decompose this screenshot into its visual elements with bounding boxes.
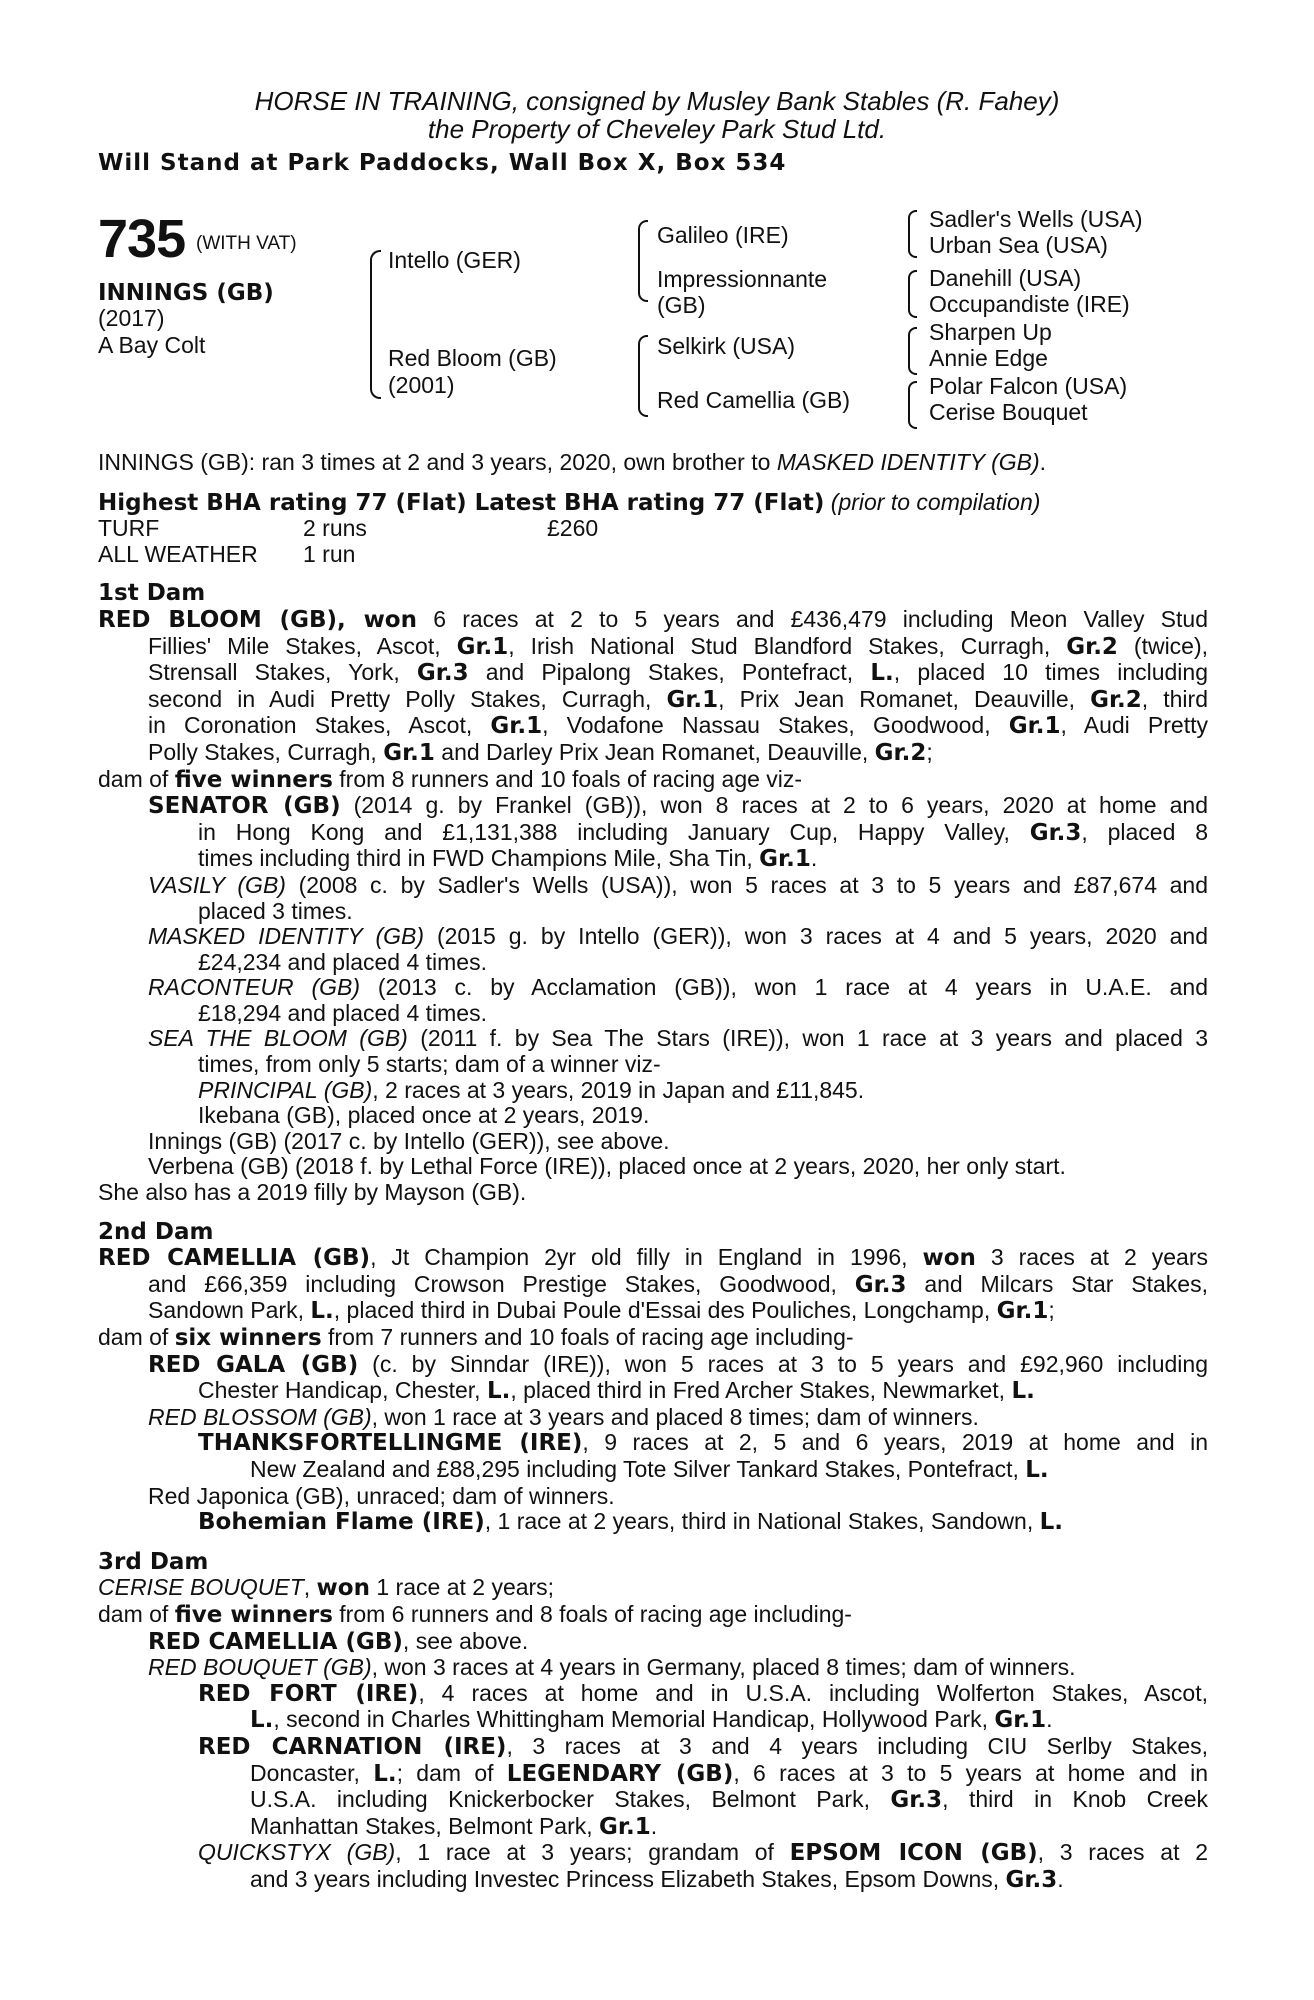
pedigree-dam-sire: Selkirk (USA)	[657, 333, 796, 359]
produce-entry: L., second in Charles Whittingham Memorial Handicap, Hollywood Park, Gr.1.	[250, 1706, 1053, 1734]
dam2-line: and £66,359 including Crowson Prestige Stakes, Goodwood, Gr.3 and Milcars Star Stakes,	[148, 1270, 1208, 1298]
rating-line: Highest BHA rating 77 (Flat) Latest BHA rating 77 (Flat) (prior to compilation)	[98, 488, 1041, 516]
header-consignor: HORSE IN TRAINING, consigned by Musley Bank Stables (R. Fahey)	[254, 86, 1060, 116]
dam3-line: CERISE BOUQUET, won 1 race at 2 years;	[98, 1574, 555, 1602]
bracket-g1	[908, 210, 917, 258]
header-location: Will Stand at Park Paddocks, Wall Box X, Box 534	[98, 150, 787, 176]
produce-entry: RED FORT (IRE), 4 races at home and in U.S.A. including Wolferton Stakes, Ascot,	[198, 1679, 1208, 1707]
produce-entry: THANKSFORTELLINGME (IRE), 9 races at 2, 5 and 6 years, 2019 at home and in	[198, 1429, 1208, 1457]
produce-entry: RACONTEUR (GB) (2013 c. by Acclamation (GB)), won 1 race at 4 years in U.A.E. and	[148, 974, 1208, 1001]
race-summary: INNINGS (GB): ran 3 times at 2 and 3 years, 2020, own brother to MASKED IDENTITY (GB).	[98, 449, 1047, 475]
produce-entry: MASKED IDENTITY (GB) (2015 g. by Intello (GER)), won 3 races at 4 and 5 years, 2020 and	[148, 923, 1208, 950]
second-dam-heading: 2nd Dam	[98, 1218, 214, 1245]
produce-entry: RED BLOSSOM (GB), won 1 race at 3 years and placed 8 times; dam of winners.	[148, 1403, 979, 1430]
produce-entry: £24,234 and placed 4 times.	[198, 948, 487, 975]
pedigree-sdd: Occupandiste (IRE)	[929, 291, 1130, 317]
produce-entry: QUICKSTYX (GB), 1 race at 3 years; grandam of EPSOM ICON (GB), 3 races at 2	[198, 1839, 1208, 1867]
lot-number: 735	[98, 209, 186, 269]
pedigree-dam-dam: Red Camellia (GB)	[657, 387, 850, 413]
horse-name: INNINGS (GB)	[98, 280, 274, 306]
horse-year: (2017)	[98, 305, 165, 331]
pedigree-ddd: Cerise Bouquet	[929, 399, 1088, 425]
dam3-produce-intro: dam of five winners from 6 runners and 8 foals of racing age including-	[98, 1600, 852, 1628]
sire-dam-bracket	[370, 250, 381, 399]
produce-entry: She also has a 2019 filly by Mayson (GB).	[98, 1179, 527, 1206]
produce-entry: £18,294 and placed 4 times.	[198, 999, 487, 1026]
produce-entry: RED BOUQUET (GB), won 3 races at 4 years in Germany, placed 8 times; dam of winners.	[148, 1654, 1076, 1681]
catalogue-body	[98, 450, 1208, 1893]
produce-entry: VASILY (GB) (2008 c. by Sadler's Wells (USA)), won 5 races at 3 to 5 years and £87,674 and	[148, 871, 1208, 898]
dam2-produce-intro: dam of six winners from 7 runners and 10 foals of racing age including-	[98, 1324, 854, 1351]
produce-entry: Innings (GB) (2017 c. by Intello (GER)), see above.	[148, 1127, 670, 1154]
third-dam-heading: 3rd Dam	[98, 1548, 209, 1575]
produce-entry: Chester Handicap, Chester, L., placed third in Fred Archer Stakes, Newmarket, L.	[198, 1377, 1035, 1405]
dam1-line: in Coronation Stakes, Ascot, Gr.1, Vodafone Nassau Stakes, Goodwood, Gr.1, Audi Pretty	[148, 712, 1209, 740]
produce-entry: times, from only 5 starts; dam of a winner viz-	[198, 1051, 661, 1078]
bracket-g2	[908, 270, 917, 318]
bracket-g3	[908, 327, 917, 375]
pedigree-dds: Polar Falcon (USA)	[929, 373, 1128, 399]
sire-parents-bracket	[638, 220, 648, 302]
pedigree-dam-year: (2001)	[388, 372, 455, 398]
produce-entry: and 3 years including Investec Princess Elizabeth Stakes, Epsom Downs, Gr.3.	[250, 1865, 1064, 1893]
produce-entry: Verbena (GB) (2018 f. by Lethal Force (IRE)), placed once at 2 years, 2020, her only start.	[148, 1153, 1066, 1180]
pedigree-sire-sire: Galileo (IRE)	[657, 222, 789, 248]
produce-entry: RED GALA (GB) (c. by Sinndar (IRE)), won 5 races at 3 to 5 years and £92,960 including	[148, 1350, 1208, 1378]
dam1-line: Polly Stakes, Curragh, Gr.1 and Darley Prix Jean Romanet, Deauville, Gr.2;	[148, 738, 933, 766]
pedigree-dss: Sharpen Up	[929, 319, 1052, 345]
all-weather-record: ALL WEATHER 1 run	[98, 540, 356, 567]
produce-entry: RED CARNATION (IRE), 3 races at 3 and 4 years including CIU Serlby Stakes,	[198, 1732, 1209, 1760]
pedigree-sire-dam-country: (GB)	[657, 292, 706, 318]
produce-entry: Doncaster, L.; dam of LEGENDARY (GB), 6 races at 3 to 5 years at home and in	[250, 1759, 1209, 1787]
dam1-line: RED BLOOM (GB), won 6 races at 2 to 5 years and £436,479 including Meon Valley Stud	[98, 605, 1208, 633]
bracket-g4	[908, 381, 917, 429]
dam1-produce-intro: dam of five winners from 8 runners and 10 foals of racing age viz-	[98, 765, 803, 793]
vat-note: (WITH VAT)	[196, 233, 297, 254]
pedigree-sds: Danehill (USA)	[929, 265, 1082, 291]
produce-entry: RED CAMELLIA (GB), see above.	[148, 1627, 529, 1655]
dam1-line: Fillies' Mile Stakes, Ascot, Gr.1, Irish National Stud Blandford Stakes, Curragh, Gr.2 (twice),	[148, 632, 1209, 660]
dam-parents-bracket	[638, 335, 648, 417]
pedigree-ssd: Urban Sea (USA)	[929, 232, 1108, 258]
pedigree-dsd: Annie Edge	[929, 345, 1048, 371]
produce-entry: New Zealand and £88,295 including Tote Silver Tankard Stakes, Pontefract, L.	[250, 1455, 1049, 1483]
produce-entry: Bohemian Flame (IRE), 1 race at 2 years, third in National Stakes, Sandown, L.	[198, 1508, 1064, 1536]
header-property: the Property of Cheveley Park Stud Ltd.	[427, 114, 887, 144]
produce-entry: SEA THE BLOOM (GB) (2011 f. by Sea The Stars (IRE)), won 1 race at 3 years and placed 3	[148, 1025, 1208, 1052]
produce-entry: PRINCIPAL (GB), 2 races at 3 years, 2019 in Japan and £11,845.	[198, 1076, 865, 1103]
produce-entry: times including third in FWD Champions Mile, Sha Tin, Gr.1.	[198, 845, 818, 873]
dam2-line: Sandown Park, L., placed third in Dubai Poule d'Essai des Pouliches, Longchamp, Gr.1;	[148, 1297, 1055, 1325]
produce-entry: Ikebana (GB), placed once at 2 years, 2019.	[198, 1102, 650, 1129]
turf-record: TURF 2 runs £260	[98, 515, 599, 542]
pedigree-sire-dam: Impressionnante	[657, 266, 828, 292]
dam1-line: second in Audi Pretty Polly Stakes, Curragh, Gr.1, Prix Jean Romanet, Deauville, Gr.2, third	[148, 685, 1208, 713]
dam2-line: RED CAMELLIA (GB), Jt Champion 2yr old filly in England in 1996, won 3 races at 2 years	[98, 1244, 1208, 1272]
produce-entry: placed 3 times.	[198, 897, 353, 924]
produce-entry: SENATOR (GB) (2014 g. by Frankel (GB)), won 8 races at 2 to 6 years, 2020 at home and	[148, 792, 1208, 820]
first-dam-heading: 1st Dam	[98, 580, 206, 607]
produce-entry: Red Japonica (GB), unraced; dam of winners.	[148, 1482, 615, 1509]
pedigree-dam: Red Bloom (GB)	[388, 345, 557, 371]
produce-entry: U.S.A. including Knickerbocker Stakes, Belmont Park, Gr.3, third in Knob Creek	[250, 1786, 1208, 1814]
horse-description: A Bay Colt	[98, 332, 206, 358]
pedigree-sire: Intello (GER)	[388, 247, 521, 273]
produce-entry: Manhattan Stakes, Belmont Park, Gr.1.	[250, 1812, 658, 1840]
produce-entry: in Hong Kong and £1,131,388 including January Cup, Happy Valley, Gr.3, placed 8	[198, 818, 1208, 846]
dam1-line: Strensall Stakes, York, Gr.3 and Pipalong Stakes, Pontefract, L., placed 10 times including	[148, 659, 1208, 687]
pedigree-sss: Sadler's Wells (USA)	[929, 206, 1143, 232]
